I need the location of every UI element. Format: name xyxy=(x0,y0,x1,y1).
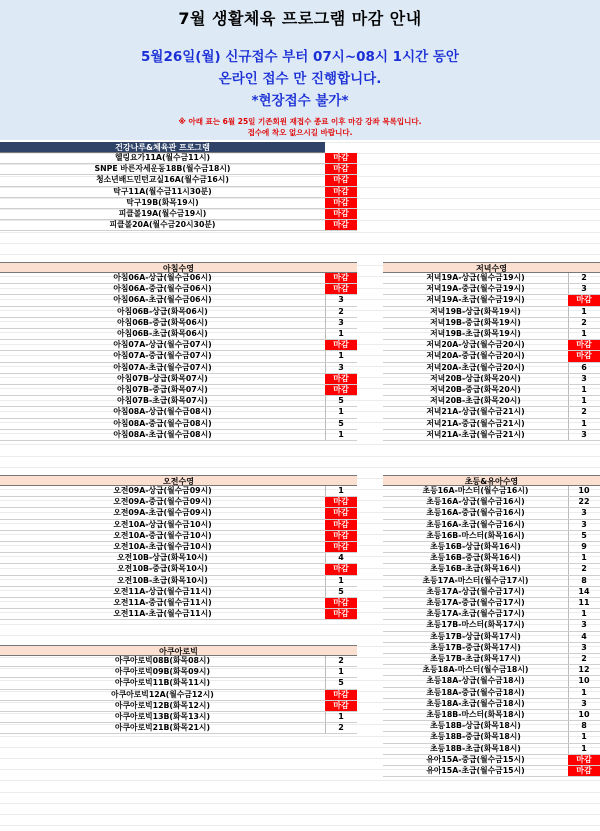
table-row xyxy=(383,553,600,564)
program-name: 아침07B-중급(화목07시) xyxy=(117,385,208,394)
remaining-count: 1 xyxy=(581,396,587,406)
table-row xyxy=(0,419,357,430)
program-name: 초등16A-중급(월수금16시) xyxy=(426,508,525,518)
program-name: 오전10A-중급(월수금10시) xyxy=(113,530,212,540)
program-name: 저녁19A-중급(월수금19시) xyxy=(426,284,525,294)
table-row xyxy=(0,351,357,362)
remaining-count: 1 xyxy=(581,385,587,394)
page-title: 7월 생활체육 프로그램 마감 안내 xyxy=(178,9,422,28)
program-name: 초등18B-마스터(화목18시) xyxy=(426,710,525,719)
program-name: 오전10B-중급(화목10시) xyxy=(117,564,208,574)
remaining-count: 2 xyxy=(338,306,344,316)
remaining-count: 5 xyxy=(338,396,344,406)
program-name: 초등17B-상급(화목17시) xyxy=(430,631,521,641)
program-name: 아쿠아로빅11B(화목11시) xyxy=(114,678,211,688)
closed-badge: 마감 xyxy=(325,198,357,208)
table-row xyxy=(383,676,600,687)
table-row xyxy=(0,553,357,564)
remaining-count: 1 xyxy=(338,429,344,439)
table-row xyxy=(383,374,600,385)
remaining-count: 8 xyxy=(581,575,587,585)
program-name: 피클볼19A(월수금19시) xyxy=(118,209,207,218)
program-name: 저녁20B-초급(화목20시) xyxy=(430,396,521,406)
table-row xyxy=(383,721,600,732)
program-name: 피클볼20A(월수금20시30분) xyxy=(109,220,216,230)
section-header: 아침수영 xyxy=(0,262,357,273)
program-name: 아침07B-상급(화목07시) xyxy=(117,373,208,383)
remaining-count: 2 xyxy=(581,407,587,417)
table-row xyxy=(0,385,357,396)
table-row xyxy=(0,564,357,575)
table-row xyxy=(0,587,357,598)
closed-badge: 마감 xyxy=(325,220,357,230)
closed-badge: 마감 xyxy=(325,598,357,608)
table-row xyxy=(0,497,357,508)
program-name: 저녁19B-중급(화목19시) xyxy=(430,317,521,327)
closed-badge: 마감 xyxy=(325,609,357,619)
table-row xyxy=(383,520,600,531)
grid-line xyxy=(0,780,600,781)
remaining-count: 3 xyxy=(338,362,344,372)
program-name: 아침07B-초급(화목07시) xyxy=(117,396,208,406)
program-name: 아침06B-중급(화목06시) xyxy=(117,317,208,327)
remaining-count: 3 xyxy=(581,284,587,294)
remaining-count: 6 xyxy=(581,362,587,372)
program-name: 오전11A-초급(월수금11시) xyxy=(113,609,212,619)
table-row xyxy=(383,531,600,542)
remaining-count: 1 xyxy=(581,553,587,563)
remaining-count: 1 xyxy=(581,743,587,753)
table-row xyxy=(383,340,600,351)
program-name: 초등18A-마스터(월수금18시) xyxy=(422,665,529,675)
table-row xyxy=(383,497,600,508)
program-name: 아침06A-초급(월수금06시) xyxy=(113,295,212,305)
remaining-count: 1 xyxy=(338,486,344,495)
table-row xyxy=(383,329,600,340)
program-name: 저녁20A-상급(월수금20시) xyxy=(426,340,525,350)
table-row xyxy=(0,656,357,667)
closed-badge: 마감 xyxy=(325,164,357,174)
program-name: 초등18B-중급(화목18시) xyxy=(430,732,521,742)
closed-badge: 마감 xyxy=(568,351,600,361)
program-name: 아쿠아로빅12B(화목12시) xyxy=(114,700,211,710)
closed-badge: 마감 xyxy=(325,374,357,384)
program-name: 오전09A-상급(월수금09시) xyxy=(113,486,212,495)
remaining-count: 3 xyxy=(581,508,587,518)
section-header: 초등&유아수영 xyxy=(383,475,600,486)
table-row xyxy=(383,665,600,676)
remaining-count: 5 xyxy=(338,678,344,688)
closed-badge: 마감 xyxy=(325,385,357,395)
closed-badge: 마감 xyxy=(325,508,357,518)
table-row xyxy=(383,486,600,497)
table-row xyxy=(383,710,600,721)
table-row xyxy=(0,220,357,231)
remaining-count: 1 xyxy=(581,609,587,619)
grid-line xyxy=(0,814,600,815)
table-row xyxy=(383,318,600,329)
table-row xyxy=(383,620,600,631)
closed-badge: 마감 xyxy=(568,766,600,776)
program-name: 오전10A-초급(월수금10시) xyxy=(113,542,212,551)
closed-badge: 마감 xyxy=(325,564,357,574)
red-note-2: 접수에 착오 없으시길 바랍니다. xyxy=(247,128,353,137)
grid-line xyxy=(0,254,600,255)
closed-badge: 마감 xyxy=(325,701,357,711)
program-name: 유아15A-중급(월수금15시) xyxy=(426,754,525,764)
program-name: 아쿠아로빅12A(월수금12시) xyxy=(111,689,214,699)
closed-badge: 마감 xyxy=(325,187,357,197)
table-row xyxy=(0,198,357,209)
program-name: 초등17B-마스터(화목17시) xyxy=(426,620,525,630)
program-name: 초등16B-중급(화목16시) xyxy=(430,553,521,563)
program-name: 초등18B-초급(화목18시) xyxy=(430,743,521,753)
table-row xyxy=(0,609,357,620)
table-row xyxy=(383,295,600,306)
grid-line xyxy=(0,467,600,468)
grid-line xyxy=(0,825,600,826)
remaining-count: 8 xyxy=(581,721,587,731)
remaining-count: 10 xyxy=(578,486,590,495)
program-name: 초등18A-상급(월수금18시) xyxy=(426,676,525,686)
closed-badge: 마감 xyxy=(568,340,600,350)
table-row xyxy=(0,486,357,497)
program-name: 아침07A-초급(월수금07시) xyxy=(113,362,212,372)
table-row xyxy=(383,430,600,441)
closed-badge: 마감 xyxy=(325,497,357,507)
remaining-count: 4 xyxy=(338,553,344,563)
table-row xyxy=(383,732,600,743)
table-row xyxy=(0,175,357,186)
remaining-count: 1 xyxy=(581,418,587,428)
closed-badge: 마감 xyxy=(325,690,357,700)
program-name: 초등16B-상급(화목16시) xyxy=(430,542,521,551)
program-name: 저녁21A-상급(월수금21시) xyxy=(426,407,525,417)
remaining-count: 2 xyxy=(581,564,587,574)
table-row xyxy=(0,340,357,351)
remaining-count: 1 xyxy=(581,329,587,338)
remaining-count: 3 xyxy=(338,317,344,327)
table-row xyxy=(383,699,600,710)
program-name: 오전10B-상급(화목10시) xyxy=(117,553,208,563)
closed-badge: 마감 xyxy=(325,520,357,530)
program-name: 오전10B-초급(화목10시) xyxy=(117,575,208,585)
table-row xyxy=(0,209,357,220)
program-name: 저녁19A-초급(월수금19시) xyxy=(426,295,525,305)
table-row xyxy=(383,385,600,396)
remaining-count: 1 xyxy=(581,306,587,316)
program-name: 초등17A-초급(월수금17시) xyxy=(426,609,525,619)
table-row xyxy=(383,542,600,553)
table-row xyxy=(383,587,600,598)
section-header: 아쿠아로빅 xyxy=(0,645,357,656)
table-row xyxy=(0,407,357,418)
program-name: SNPE 바른자세운동18B(월수금18시) xyxy=(94,164,231,174)
remaining-count: 10 xyxy=(578,676,590,686)
program-name: 저녁20A-초급(월수금20시) xyxy=(426,362,525,372)
remaining-count: 3 xyxy=(581,373,587,383)
table-row xyxy=(0,273,357,284)
program-name: 아침07A-중급(월수금07시) xyxy=(113,351,212,361)
table-row xyxy=(383,307,600,318)
table-row xyxy=(0,508,357,519)
remaining-count: 10 xyxy=(578,710,590,719)
closed-badge: 마감 xyxy=(325,340,357,350)
remaining-count: 2 xyxy=(581,654,587,663)
table-row xyxy=(383,363,600,374)
table-row xyxy=(0,712,357,723)
table-row xyxy=(383,351,600,362)
remaining-count: 2 xyxy=(581,317,587,327)
program-name: 아쿠아로빅13B(화목13시) xyxy=(114,712,211,721)
program-name: 초등17A-중급(월수금17시) xyxy=(426,598,525,607)
table-row xyxy=(383,284,600,295)
table-row xyxy=(383,654,600,665)
program-name: 헬링요가11A(월수금11시) xyxy=(114,153,211,162)
table-row xyxy=(383,755,600,766)
table-row xyxy=(0,576,357,587)
table-row xyxy=(383,508,600,519)
remaining-count: 1 xyxy=(338,407,344,417)
remaining-count: 1 xyxy=(338,329,344,338)
grid-line xyxy=(0,456,600,457)
remaining-count: 22 xyxy=(578,497,590,507)
remaining-count: 9 xyxy=(581,542,587,551)
program-name: 오전09A-초급(월수금09시) xyxy=(113,508,212,518)
table-row xyxy=(0,667,357,678)
table-row xyxy=(0,329,357,340)
remaining-count: 5 xyxy=(338,418,344,428)
remaining-count: 3 xyxy=(338,295,344,305)
red-note-1: ※ 아래 표는 6월 25일 기존회원 재접수 종료 이후 마감 강좌 목록입니다. xyxy=(178,117,422,126)
program-name: 초등17A-마스터(월수금17시) xyxy=(422,575,529,585)
program-name: 아침08A-중급(월수금08시) xyxy=(113,418,212,428)
program-name: 초등17B-초급(화목17시) xyxy=(430,654,521,663)
section-header: 건강나루&체육관 프로그램 xyxy=(0,142,325,153)
remaining-count: 3 xyxy=(581,429,587,439)
table-row xyxy=(383,744,600,755)
closed-badge: 마감 xyxy=(325,153,357,163)
program-name: 저녁19B-상급(화목19시) xyxy=(430,306,521,316)
table-row xyxy=(0,520,357,531)
program-name: 아쿠아로빅09B(화목09시) xyxy=(114,667,211,677)
program-name: 저녁19B-초급(화목19시) xyxy=(430,329,521,338)
table-row xyxy=(0,598,357,609)
program-name: 초등16A-초급(월수금16시) xyxy=(426,519,525,529)
remaining-count: 5 xyxy=(338,586,344,596)
remaining-count: 3 xyxy=(581,642,587,652)
grid-line xyxy=(0,792,600,793)
program-name: 오전11A-상급(월수금11시) xyxy=(113,586,212,596)
closed-badge: 마감 xyxy=(325,175,357,185)
program-name: 아침06A-중급(월수금06시) xyxy=(113,284,212,294)
notice-line-2: 온라인 접수 만 진행합니다. xyxy=(218,71,382,87)
program-name: 초등16B-초급(화목16시) xyxy=(430,564,521,574)
program-name: 청소년배드민턴교실16A(월수금16시) xyxy=(96,175,229,185)
program-name: 아침06B-초급(화목06시) xyxy=(117,329,208,338)
program-name: 초등16A-마스터(월수금16시) xyxy=(422,486,529,495)
closed-badge: 마감 xyxy=(568,755,600,765)
program-name: 탁구11A(월수금11시30분) xyxy=(113,186,212,196)
table-row xyxy=(0,701,357,712)
table-row xyxy=(0,295,357,306)
program-name: 아쿠아로빅21B(화목21시) xyxy=(114,723,211,733)
table-row xyxy=(0,678,357,689)
program-name: 저녁20A-중급(월수금20시) xyxy=(426,351,525,361)
table-row xyxy=(0,284,357,295)
program-name: 아침07A-상급(월수금07시) xyxy=(113,340,212,350)
grid-line xyxy=(0,232,600,233)
remaining-count: 3 xyxy=(581,620,587,630)
grid-line xyxy=(0,444,600,445)
program-name: 초등17A-상급(월수금17시) xyxy=(426,586,525,596)
remaining-count: 1 xyxy=(581,732,587,742)
program-name: 유아15A-초급(월수금15시) xyxy=(426,766,525,775)
table-row xyxy=(0,430,357,441)
remaining-count: 4 xyxy=(581,631,587,641)
remaining-count: 1 xyxy=(581,687,587,697)
table-row xyxy=(0,531,357,542)
program-name: 오전10A-상급(월수금10시) xyxy=(113,519,212,529)
closed-badge: 마감 xyxy=(325,284,357,294)
table-row xyxy=(0,542,357,553)
table-row xyxy=(0,307,357,318)
program-name: 초등16A-상급(월수금16시) xyxy=(426,497,525,507)
remaining-count: 1 xyxy=(338,351,344,361)
closed-badge: 마감 xyxy=(568,295,600,305)
remaining-count: 2 xyxy=(581,273,587,282)
program-name: 저녁20B-중급(화목20시) xyxy=(430,385,521,394)
table-row xyxy=(0,690,357,701)
closed-badge: 마감 xyxy=(325,542,357,552)
table-row xyxy=(0,318,357,329)
table-row xyxy=(0,723,357,734)
program-name: 초등18A-초급(월수금18시) xyxy=(426,698,525,708)
table-row xyxy=(383,407,600,418)
table-row xyxy=(383,688,600,699)
program-name: 저녁21A-중급(월수금21시) xyxy=(426,418,525,428)
program-name: 아침08A-상급(월수금08시) xyxy=(113,407,212,417)
closed-badge: 마감 xyxy=(325,273,357,283)
closed-badge: 마감 xyxy=(325,531,357,541)
table-row xyxy=(383,643,600,654)
remaining-count: 11 xyxy=(578,598,590,607)
program-name: 저녁19A-상급(월수금19시) xyxy=(426,273,525,282)
program-name: 탁구19B(화목19시) xyxy=(126,197,199,207)
program-name: 아쿠아로빅08B(화목08시) xyxy=(114,656,211,665)
remaining-count: 2 xyxy=(338,723,344,733)
program-name: 초등18B-상급(화목18시) xyxy=(430,721,521,731)
program-name: 오전11A-중급(월수금11시) xyxy=(113,598,212,607)
notice-line-1: 5월26일(월) 신규접수 부터 07시~08시 1시간 동안 xyxy=(141,49,459,65)
remaining-count: 1 xyxy=(338,575,344,585)
table-row xyxy=(0,187,357,198)
remaining-count: 3 xyxy=(581,698,587,708)
table-row xyxy=(0,363,357,374)
closed-badge: 마감 xyxy=(325,209,357,219)
table-row xyxy=(383,564,600,575)
remaining-count: 2 xyxy=(338,656,344,665)
table-row xyxy=(0,374,357,385)
program-name: 오전09A-중급(월수금09시) xyxy=(113,497,212,507)
remaining-count: 3 xyxy=(581,519,587,529)
table-row xyxy=(0,153,357,164)
table-row xyxy=(383,766,600,777)
program-name: 아침06B-상급(화목06시) xyxy=(117,306,208,316)
table-row xyxy=(383,598,600,609)
table-row xyxy=(383,609,600,620)
remaining-count: 1 xyxy=(338,712,344,721)
program-name: 아침08A-초급(월수금08시) xyxy=(113,429,212,439)
section-header: 오전수영 xyxy=(0,475,357,486)
remaining-count: 1 xyxy=(338,667,344,677)
program-name: 초등18A-중급(월수금18시) xyxy=(426,687,525,697)
program-name: 저녁21A-초급(월수금21시) xyxy=(426,429,525,439)
program-name: 저녁20B-상급(화목20시) xyxy=(430,373,521,383)
table-row xyxy=(383,632,600,643)
notice-line-3: *현장접수 불가* xyxy=(251,93,349,109)
program-name: 초등16B-마스터(화목16시) xyxy=(426,530,525,540)
grid-line xyxy=(0,243,600,244)
table-row xyxy=(383,273,600,284)
remaining-count: 14 xyxy=(578,586,590,596)
table-row xyxy=(0,396,357,407)
section-header: 저녁수영 xyxy=(383,262,600,273)
program-name: 아침06A-상급(월수금06시) xyxy=(113,273,212,282)
table-row xyxy=(383,419,600,430)
grid-line xyxy=(0,803,600,804)
table-row xyxy=(0,164,357,175)
program-name: 초등17B-중급(화목17시) xyxy=(430,642,521,652)
remaining-count: 5 xyxy=(581,530,587,540)
table-row xyxy=(383,396,600,407)
table-row xyxy=(383,576,600,587)
remaining-count: 12 xyxy=(578,665,590,675)
